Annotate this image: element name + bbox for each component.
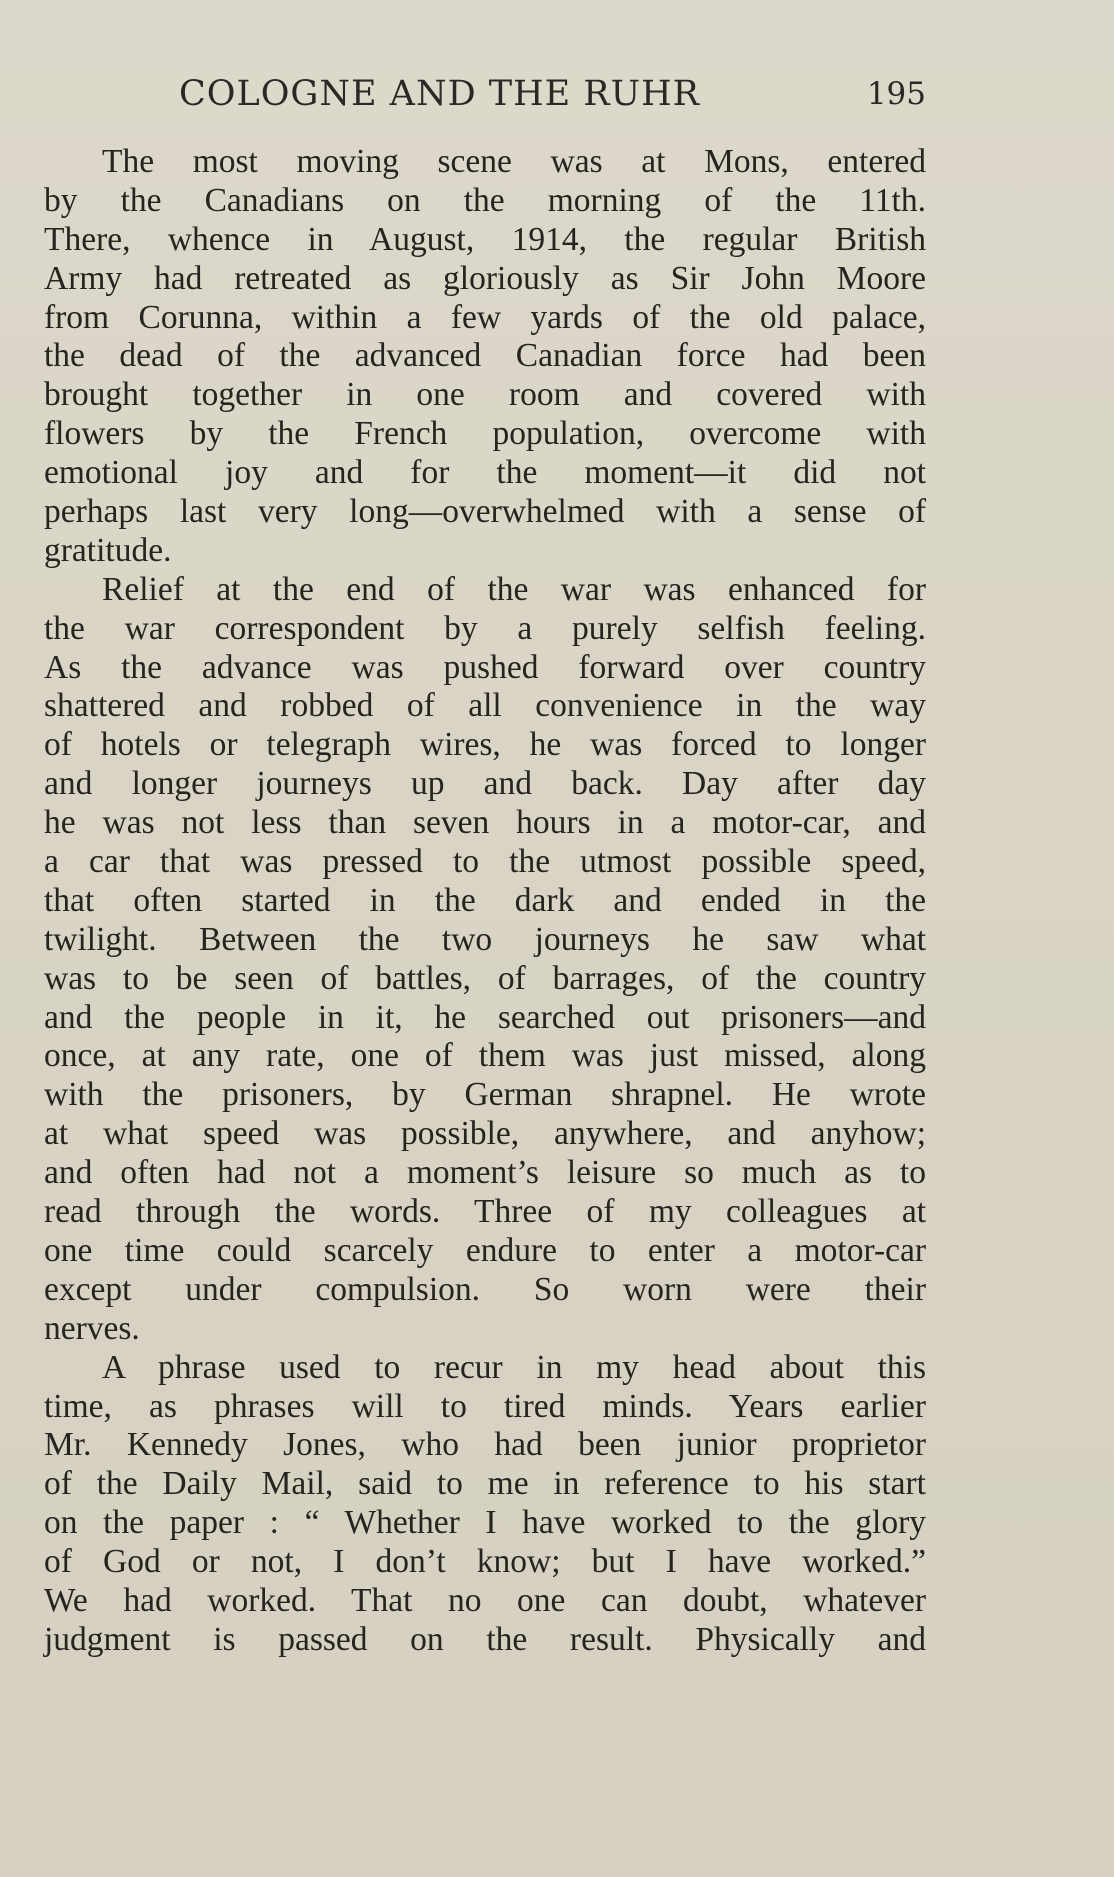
text-line: was to be seen of battles, of barrages, of the country (44, 959, 926, 997)
running-title: COLOGNE AND THE RUHR (179, 74, 701, 114)
text-line: with the prisoners, by German shrapnel. He wrote (44, 1076, 926, 1114)
text-line: the war correspondent by a purely selfish feeling. (44, 609, 926, 647)
page-number: 195 (866, 76, 926, 112)
text-line: The most moving scene was at Mons, entered (102, 143, 926, 180)
text-line: one time could scarcely endure to enter a motor-car (44, 1231, 926, 1269)
text-line: he was not less than seven hours in a motor-car, and (44, 804, 926, 842)
text-line: Relief at the end of the war was enhanced for (102, 570, 926, 608)
text-line: judgment is passed on the result. Physically and (44, 1620, 926, 1658)
text-line: at what speed was possible, anywhere, and anyhow; (44, 1115, 926, 1153)
text-line: brought together in one room and covered with (44, 376, 926, 414)
text-line: read through the words. Three of my colleagues at (44, 1193, 926, 1231)
text-line: There, whence in August, 1914, the regular British (44, 220, 926, 258)
body-text (44, 143, 926, 1660)
text-line: Army had retreated as gloriously as Sir John Moore (44, 259, 926, 297)
text-line: A phrase used to recur in my head about this (102, 1348, 926, 1386)
text-line: Mr. Kennedy Jones, who had been junior proprietor (44, 1426, 926, 1464)
paragraph (44, 143, 926, 571)
text-line: time, as phrases will to tired minds. Years earlier (44, 1387, 926, 1425)
text-line: of hotels or telegraph wires, he was forced to longer (44, 726, 926, 764)
text-line: nerves. (44, 1309, 140, 1347)
text-line: that often started in the dark and ended in the (44, 881, 926, 919)
text-line: shattered and robbed of all convenience in the way (44, 687, 926, 725)
text-line: a car that was pressed to the utmost possible speed, (44, 843, 926, 881)
text-line: and the people in it, he searched out prisoners—and (44, 998, 926, 1036)
text-line: of God or not, I don’t know; but I have worked.” (44, 1543, 926, 1581)
text-line: and often had not a moment’s leisure so much as to (44, 1154, 926, 1192)
text-line: the dead of the advanced Canadian force had been (44, 337, 926, 375)
paragraph (44, 1349, 926, 1660)
paragraph (44, 571, 926, 1349)
text-line: once, at any rate, one of them was just missed, along (44, 1037, 926, 1075)
text-line: We had worked. That no one can doubt, whatever (44, 1581, 926, 1619)
text-line: except under compulsion. So worn were their (44, 1270, 926, 1308)
text-line: gratitude. (44, 531, 172, 569)
text-line: emotional joy and for the moment—it did not (44, 454, 926, 492)
text-line: flowers by the French population, overcome with (44, 415, 926, 453)
text-line: from Corunna, within a few yards of the old palace, (44, 298, 926, 336)
text-line: of the Daily Mail, said to me in reference to his start (44, 1465, 926, 1503)
text-line: twilight. Between the two journeys he saw what (44, 920, 926, 958)
text-line: As the advance was pushed forward over country (44, 648, 926, 686)
text-line: perhaps last very long—overwhelmed with a sense of (44, 493, 926, 531)
text-line: by the Canadians on the morning of the 11th. (44, 181, 926, 219)
page-header (44, 74, 926, 122)
text-line: on the paper : “ Whether I have worked to the glory (44, 1504, 926, 1542)
text-line: and longer journeys up and back. Day after day (44, 765, 926, 803)
